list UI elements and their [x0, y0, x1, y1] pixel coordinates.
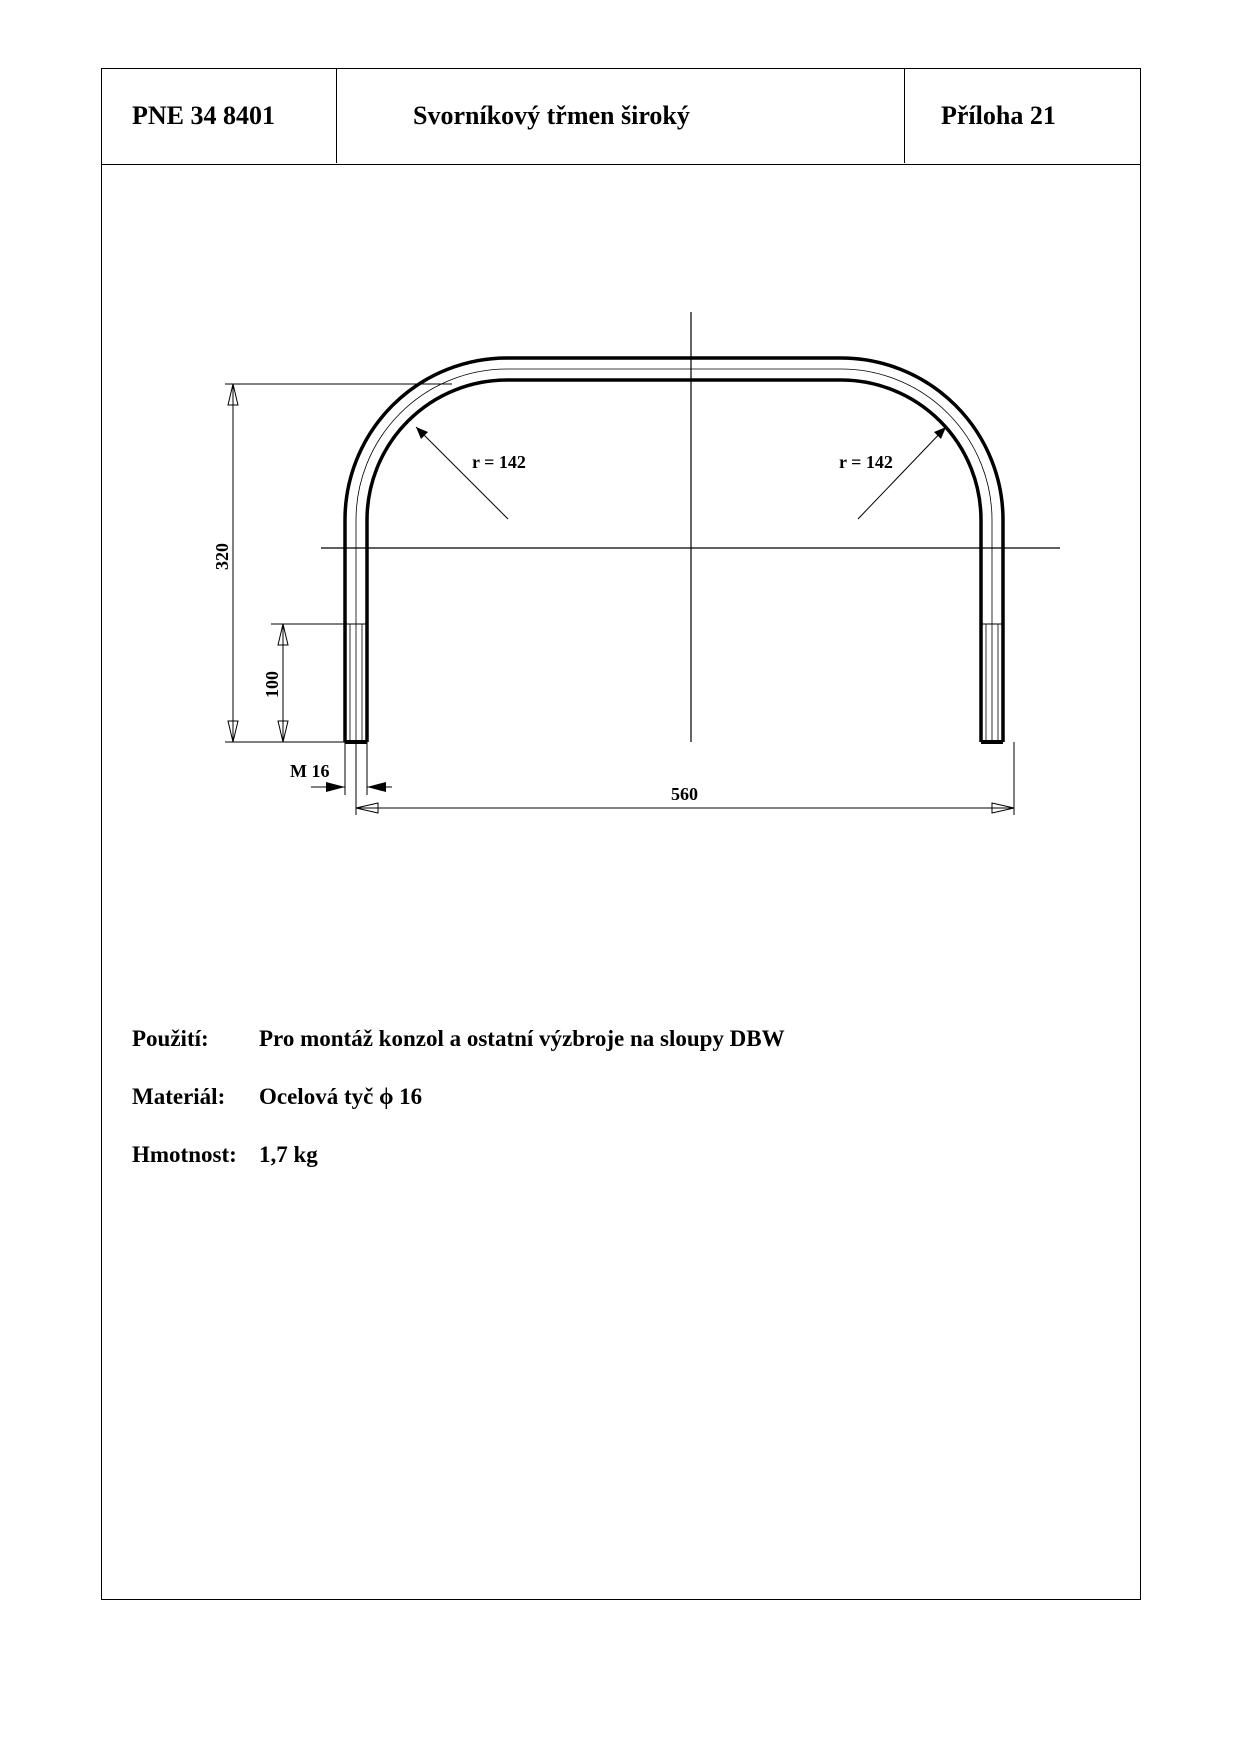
appendix-number: Příloha 21	[941, 101, 1056, 130]
material-label: Materiál:	[132, 1084, 226, 1109]
m16-label: M 16	[290, 761, 330, 781]
material-value: Ocelová tyč ϕ 16	[259, 1084, 423, 1109]
m16-arrow-left	[326, 782, 345, 792]
height-dim-label: 320	[212, 543, 232, 570]
document-title: Svorníkový třmen široký	[337, 69, 905, 163]
left-radius-label: r = 142	[472, 452, 526, 472]
standard-number: PNE 34 8401	[102, 69, 337, 163]
left-radius-leader	[416, 427, 508, 519]
u-bolt-inner-contour	[367, 380, 981, 742]
usage-value: Pro montáž konzol a ostatní výzbroje na sloupy DBW	[259, 1026, 785, 1051]
m16-arrow-right	[367, 782, 386, 792]
weight-row	[132, 1142, 318, 1168]
u-bolt-outer-contour	[345, 358, 1003, 742]
u-bolt-shading-line	[356, 369, 992, 742]
usage-row	[132, 1026, 785, 1052]
weight-label: Hmotnost:	[132, 1142, 237, 1167]
usage-label: Použití:	[132, 1026, 209, 1051]
thread-length-label: 100	[262, 671, 282, 698]
width-dim-label: 560	[671, 784, 698, 804]
weight-value: 1,7 kg	[259, 1142, 318, 1167]
right-radius-label: r = 142	[839, 452, 893, 472]
right-radius-leader	[858, 427, 946, 519]
material-row	[132, 1084, 423, 1110]
